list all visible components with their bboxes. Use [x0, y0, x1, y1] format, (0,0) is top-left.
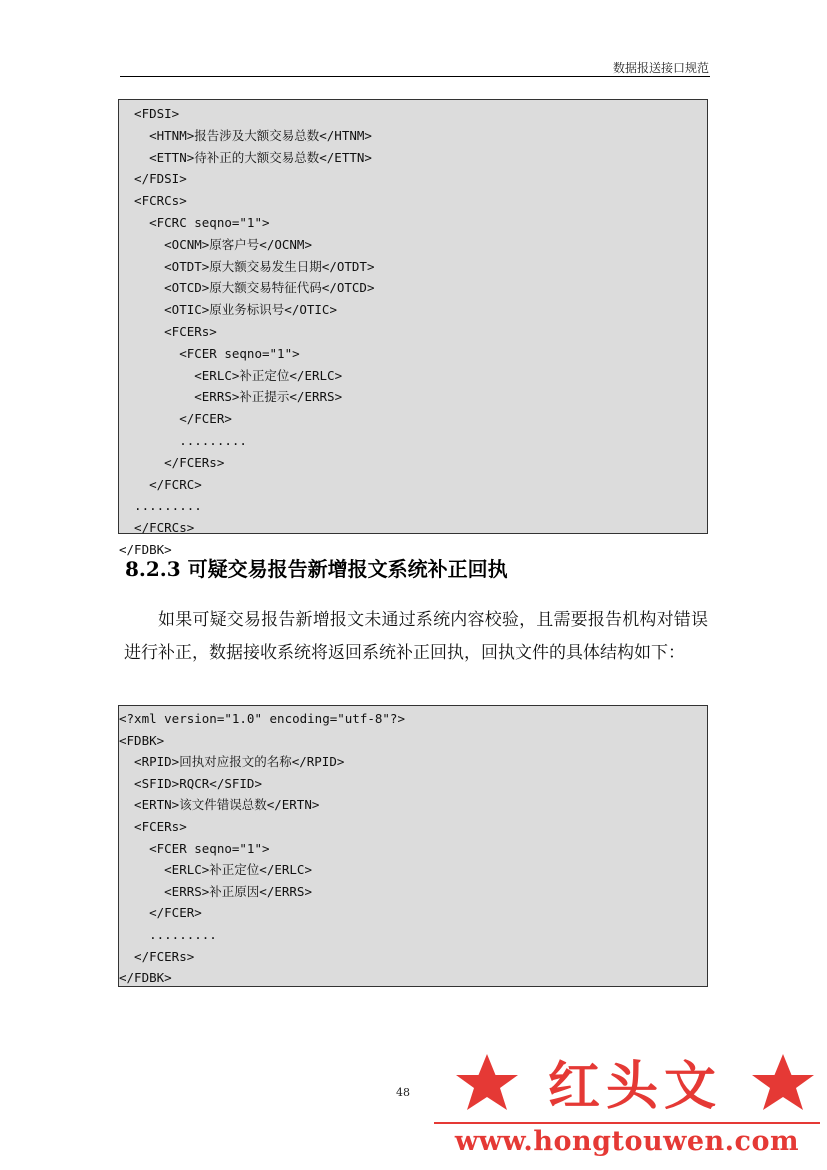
code-line: <ERLC>补正定位</ERLC> — [119, 862, 312, 878]
code-line: <OTCD>原大额交易特征代码</OTCD> — [119, 280, 375, 296]
code-line: <?xml version="1.0" encoding="utf-8"?> — [119, 711, 405, 726]
code-line: </FDBK> — [119, 970, 172, 986]
watermark-url: www.hongtouwen.com — [434, 1122, 820, 1162]
code-line: <FDSI> — [119, 106, 180, 121]
code-line: <OCNM>原客户号</OCNM> — [119, 236, 312, 252]
star-right-icon — [752, 1054, 814, 1110]
watermark-stamp — [450, 1050, 820, 1120]
code-line: <ERTN>该文件错误总数</ERTN> — [119, 797, 320, 813]
page-number: 48 — [396, 1086, 410, 1099]
section-heading: 8.2.3 可疑交易报告新增报文系统补正回执 — [125, 557, 508, 581]
code-line: </FCERs> — [119, 454, 225, 470]
code-line: ......... — [119, 432, 247, 448]
code-line: <OTIC>原业务标识号</OTIC> — [119, 302, 337, 318]
code-line: <FCRC seqno="1"> — [119, 214, 270, 230]
code-line: <FCER seqno="1"> — [119, 840, 270, 856]
code-line: <FCERs> — [119, 323, 217, 339]
code-line: </FCER> — [119, 905, 202, 921]
code-line: </FCER> — [119, 411, 232, 427]
code-line: </FDSI> — [119, 171, 187, 187]
code-line: <FCER seqno="1"> — [119, 345, 300, 361]
header-rule — [120, 76, 710, 77]
code-line: ......... — [119, 926, 217, 942]
star-left-icon — [456, 1054, 518, 1110]
code-line: <RPID>回执对应报文的名称</RPID> — [119, 754, 345, 770]
code-line: ......... — [119, 498, 202, 514]
watermark-brand: 红头文 — [547, 1056, 723, 1117]
code-line: <FCRCs> — [119, 193, 187, 209]
code-line: <HTNM>报告涉及大额交易总数</HTNM> — [119, 127, 372, 143]
code-line: <ETTN>待补正的大额交易总数</ETTN> — [119, 149, 372, 165]
code-line: <FDBK> — [119, 732, 165, 748]
code-line: <OTDT>原大额交易发生日期</OTDT> — [119, 258, 375, 274]
xml-code-block-2 — [118, 705, 708, 987]
section-paragraph: 如果可疑交易报告新增报文未通过系统内容校验，且需要报告机构对错误进行补正，数据接收系统将返回系统补正回执，回执文件的具体结构如下： — [124, 610, 708, 663]
code-line: </FCRCs> — [119, 520, 195, 536]
code-line: <SFID>RQCR</SFID> — [119, 775, 262, 791]
running-header: 数据报送接口规范 — [612, 61, 709, 75]
xml-code-block-1 — [118, 99, 708, 557]
code-line: </FDBK> — [119, 541, 172, 557]
code-line: </FCERs> — [119, 948, 195, 964]
code-line: </FCRC> — [119, 476, 202, 492]
code-line: <ERRS>补正原因</ERRS> — [119, 883, 312, 899]
code-line: <ERRS>补正提示</ERRS> — [119, 389, 343, 405]
code-line: <ERLC>补正定位</ERLC> — [119, 367, 343, 383]
code-line: <FCERs> — [119, 818, 187, 834]
